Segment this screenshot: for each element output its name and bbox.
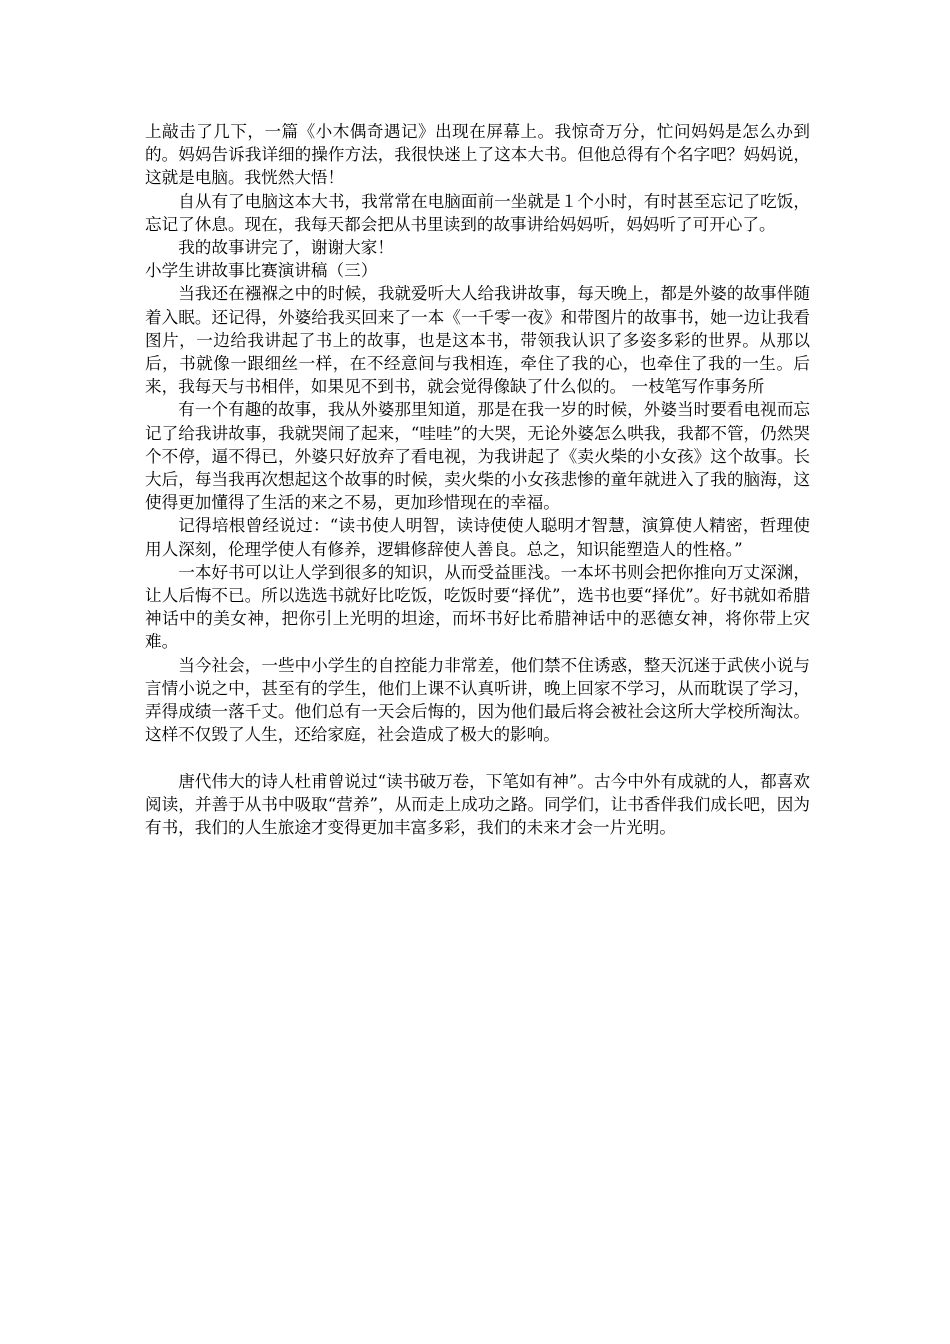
- paragraph-continuation: 上敲击了几下，一篇《小木偶奇遇记》出现在屏幕上。我惊奇万分，忙问妈妈是怎么办到的。妈妈告诉我详细的操作方法，我很快迷上了这本大书。但他总得有个名字吧？妈妈说，这就是电脑。我恍然大悟！: [145, 122, 810, 188]
- paragraph: 我的故事讲完了，谢谢大家！: [178, 238, 394, 258]
- section-title: 小学生讲故事比赛演讲稿（三）: [145, 261, 378, 281]
- paragraph: 当今社会，一些中小学生的自控能力非常差，他们禁不住诱惑，整天沉迷于武侠小说与言情小说之中，甚至有的学生，他们上课不认真听讲，晚上回家不学习，从而耽误了学习，弄得成绩一落千丈。他们总有一天会后悔的，因为他们最后将会被社会这所大学校所淘汰。这样不仅毁了人生，还给家庭，社会造成了极大的影响。: [145, 655, 810, 745]
- paragraph: 自从有了电脑这本大书，我常常在电脑面前一坐就是１个小时，有时甚至忘记了吃饭，忘记了休息。现在，我每天都会把从书里读到的故事讲给妈妈听，妈妈听了可开心了。: [145, 191, 810, 234]
- paragraph: 记得培根曾经说过：“读书使人明智，读诗使使人聪明才智慧，演算使人精密，哲理使用人深刻，伦理学使人有修养，逻辑修辞使人善良。总之，知识能塑造人的性格。”: [145, 516, 810, 559]
- paragraph: 有一个有趣的故事，我从外婆那里知道，那是在我一岁的时候，外婆当时要看电视而忘记了给我讲故事，我就哭闹了起来，“哇哇”的大哭，无论外婆怎么哄我，我都不管，仍然哭个不停，逼不得已，外婆只好放弃了看电视，为我讲起了《卖火柴的小女孩》这个故事。长大后，每当我再次想起这个故事的时候，卖火柴的小女孩悲惨的童年就进入了我的脑海，这使得更加懂得了生活的来之不易，更加珍惜现在的幸福。: [145, 400, 810, 513]
- document-page: [145, 120, 810, 839]
- blank-line: [145, 746, 810, 769]
- paragraph: 当我还在襁褓之中的时候，我就爱听大人给我讲故事，每天晚上，都是外婆的故事伴随着入眠。还记得，外婆给我买回来了一本《一千零一夜》和带图片的故事书，她一边让我看图片，一边给我讲起了书上的故事，也是这本书，带领我认识了多姿多彩的世界。从那以后，书就像一跟细丝一样，在不经意间与我相连，牵住了我的心，也牵住了我的一生。后来，我每天与书相伴，如果见不到书，就会觉得像缺了什么似的。 一枝笔写作事务所: [145, 284, 810, 397]
- paragraph: 唐代伟大的诗人杜甫曾说过“读书破万卷，下笔如有神”。古今中外有成就的人，都喜欢阅读，并善于从书中吸取“营养”，从而走上成功之路。同学们，让书香伴我们成长吧，因为有书，我们的人生旅途才变得更加丰富多彩，我们的未来才会一片光明。: [145, 771, 810, 838]
- paragraph: 一本好书可以让人学到很多的知识，从而受益匪浅。一本坏书则会把你推向万丈深渊，让人后悔不已。所以选选书就好比吃饭，吃饭时要“择优”，选书也要“择优”。好书就如希腊神话中的美女神，把你引上光明的坦途，而坏书好比希腊神话中的恶德女神，将你带上灾难。: [145, 562, 810, 652]
